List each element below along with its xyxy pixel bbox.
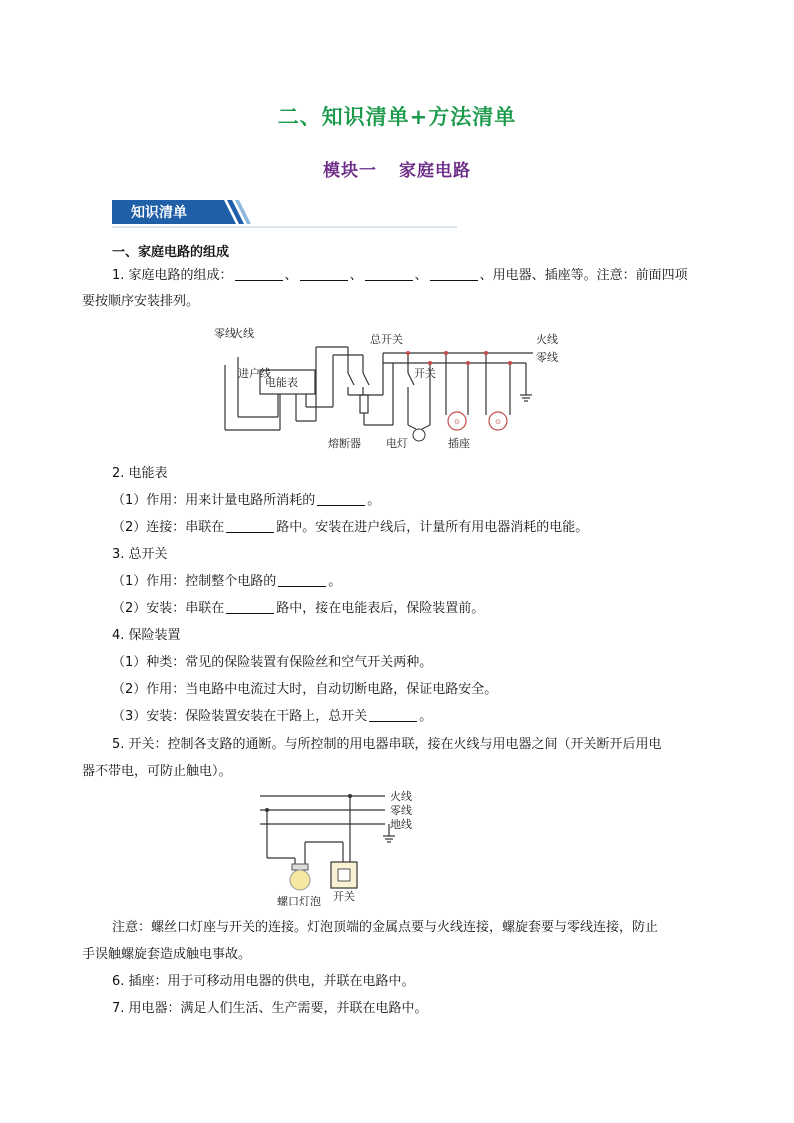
label-live-right: 火线 — [536, 333, 558, 346]
household-circuit-diagram — [208, 325, 578, 457]
lamp-switch-diagram — [255, 786, 415, 906]
main-switch-install: （2）安装：串联在 路中，接在电能表后，保险装置前。 — [112, 601, 485, 616]
appliance-item: 7. 用电器：满足人们生活、生产需要，并联在电路中。 — [112, 1001, 428, 1016]
blank — [300, 266, 348, 281]
composition-paragraph: 1. 家庭电路的组成： 、 、 、 、用电器、插座等。注意：前面四项 — [112, 268, 688, 283]
svg-text:⊙: ⊙ — [495, 418, 501, 426]
blank — [226, 599, 274, 614]
note-line-2: 手误触螺旋套造成触电事故。 — [82, 947, 252, 962]
blank — [226, 518, 274, 533]
label-fuse: 熔断器 — [328, 437, 361, 450]
switch-line-2: 器不带电，可防止触电）。 — [82, 764, 232, 779]
fuse-title: 4. 保险装置 — [112, 628, 181, 643]
section-heading: 一、家庭电路的组成 — [112, 245, 230, 260]
label-neutral-in: 零线 — [214, 327, 236, 340]
blank — [369, 707, 417, 722]
label-live-2: 火线 — [390, 790, 412, 803]
label-ground-2: 地线 — [390, 818, 412, 831]
blank — [235, 266, 283, 281]
meter-use: （1）作用：用来计量电路所消耗的 。 — [112, 493, 381, 508]
fuse-kind: （1）种类：常见的保险装置有保险丝和空气开关两种。 — [112, 655, 433, 670]
composition-paragraph-cont: 要按顺序安装排列。 — [82, 294, 200, 309]
label-live-in: 火线 — [232, 327, 254, 340]
blank — [278, 572, 326, 587]
main-switch-use: （1）作用：控制整个电路的 。 — [112, 574, 342, 589]
main-title: 二、知识清单+方法清单 — [277, 105, 517, 129]
module-prefix: 模块一 — [323, 161, 377, 181]
label-lamp: 电灯 — [386, 437, 408, 450]
socket-item: 6. 插座：用于可移动用电器的供电，并联在电路中。 — [112, 974, 415, 989]
module-title — [0, 156, 794, 181]
svg-text:⊙: ⊙ — [454, 418, 460, 426]
blank — [317, 491, 365, 506]
label-switch-2: 开关 — [333, 890, 355, 903]
blank — [365, 266, 413, 281]
module-name: 家庭电路 — [399, 161, 471, 181]
fuse-use: （2）作用：当电路中电流过大时，自动切断电路，保证电路安全。 — [112, 682, 498, 697]
fuse-install: （3）安装：保险装置安装在干路上，总开关 。 — [112, 709, 433, 724]
label-branch-switch: 开关 — [414, 367, 436, 380]
main-switch-title: 3. 总开关 — [112, 547, 168, 562]
label-main-switch: 总开关 — [370, 333, 403, 346]
label-entry-line: 进户线 — [238, 367, 271, 380]
label-screw-bulb: 螺口灯泡 — [277, 895, 321, 906]
label-socket: 插座 — [448, 437, 470, 450]
meter-title: 2. 电能表 — [112, 466, 168, 481]
label-meter: 电能表 — [265, 376, 298, 389]
switch-line-1: 5. 开关：控制各支路的通断。与所控制的用电器串联，接在火线与用电器之间（开关断开后用电 — [112, 737, 662, 752]
label-neutral-right: 零线 — [536, 351, 558, 364]
banner-label: 知识清单 — [131, 205, 187, 221]
meter-connection: （2）连接：串联在 路中。安装在进户线后，计量所有用电器消耗的电能。 — [112, 520, 589, 535]
blank — [430, 266, 478, 281]
note-line-1: 注意：螺丝口灯座与开关的连接。灯泡顶端的金属点要与火线连接，螺旋套要与零线连接，防止 — [112, 920, 659, 935]
label-neutral-2: 零线 — [390, 804, 412, 817]
